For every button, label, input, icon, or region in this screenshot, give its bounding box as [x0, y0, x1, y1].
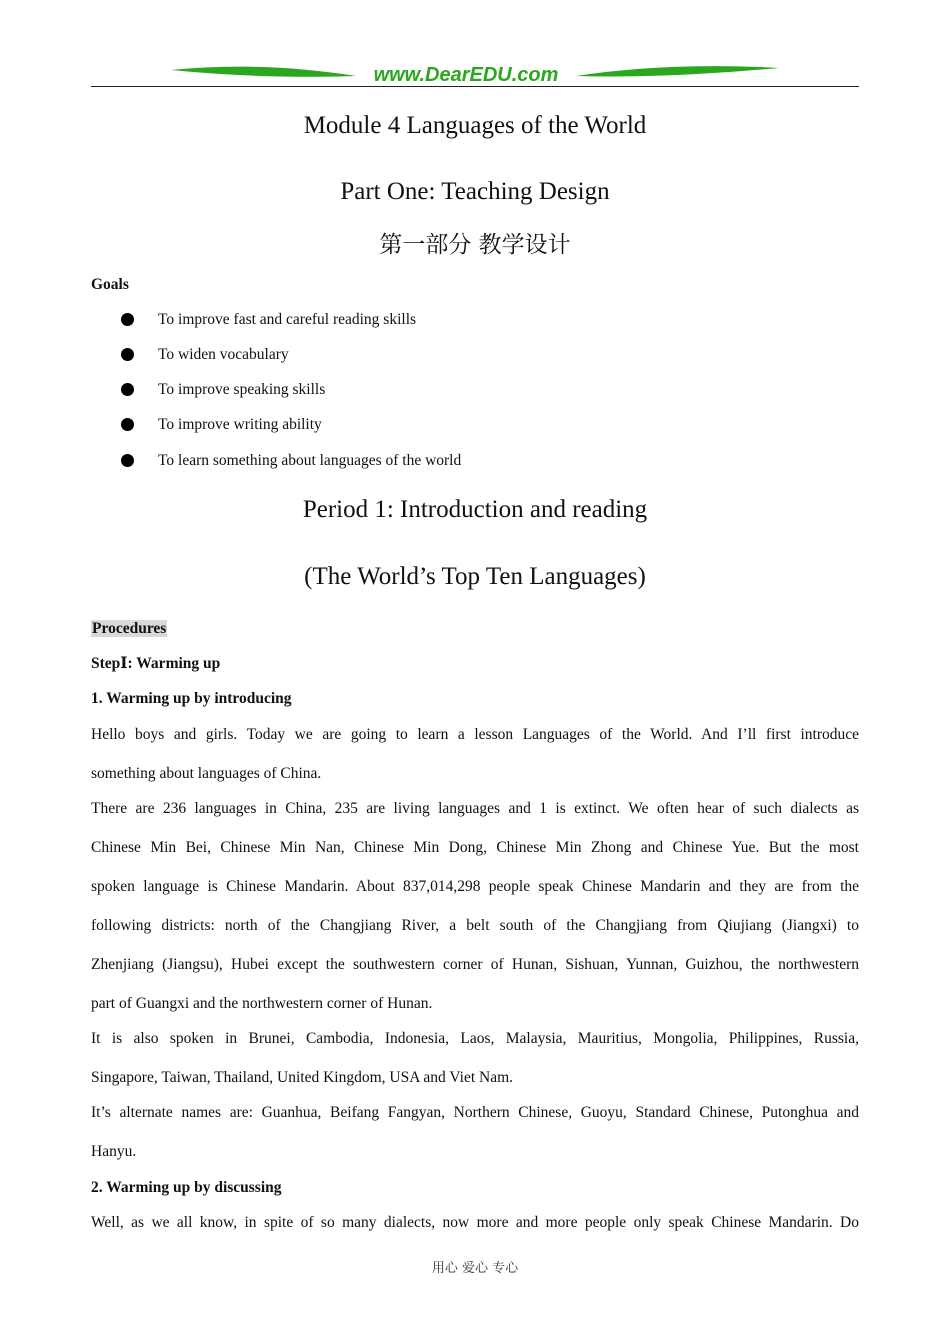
module-title: Module 4 Languages of the World — [303, 112, 647, 139]
goal-text: To improve speaking skills — [158, 381, 326, 398]
paragraph-countries — [91, 1028, 859, 1089]
text-line: spoken language is Chinese Mandarin. About 837,014,298 people speak Chinese Mandarin and they are from the — [91, 878, 859, 895]
goal-text: To widen vocabulary — [158, 346, 289, 363]
goal-text: To learn something about languages of the world — [158, 452, 462, 469]
bullet-icon — [121, 348, 134, 361]
part-title: Part One: Teaching Design — [340, 178, 610, 205]
period-title: Period 1: Introduction and reading — [302, 496, 648, 523]
goal-item — [121, 414, 821, 436]
text-line: It’s alternate names are: Guanhua, Beifang Fangyan, Northern Chinese, Guoyu, Standard Chinese, Putonghua and — [91, 1104, 859, 1121]
goal-item — [121, 309, 821, 331]
goal-text: To improve writing ability — [158, 416, 322, 433]
part-title-chinese: 第一部分 教学设计 — [379, 232, 571, 258]
text-line: It is also spoken in Brunei, Cambodia, Indonesia, Laos, Malaysia, Mauritius, Mongolia, Philippines, Russia, — [91, 1030, 859, 1047]
text-line: part of Guangxi and the northwestern corner of Hunan. — [91, 995, 433, 1012]
page-footer: 用心 爱心 专心 — [431, 1261, 519, 1276]
text-line: something about languages of China. — [91, 765, 322, 782]
text-line: Chinese Min Bei, Chinese Min Nan, Chinese Min Dong, Chinese Min Zhong and Chinese Yue. But the most — [91, 839, 859, 856]
goal-item — [121, 379, 821, 401]
procedures-heading — [91, 619, 167, 639]
text-line: There are 236 languages in China, 235 are living languages and 1 is extinct. We often hear of such dialects as — [91, 800, 859, 817]
header-banner — [91, 60, 859, 90]
header-rule — [91, 86, 859, 87]
period-subtitle: (The World’s Top Ten Languages) — [304, 563, 646, 590]
text-line: following districts: north of the Changjiang River, a belt south of the Changjiang from Qiujiang (Jiangxi) to — [91, 917, 859, 934]
goal-item — [121, 344, 821, 366]
text-line: Well, as we all know, in spite of so many dialects, now more and more people only speak Chinese Mandarin. Do — [91, 1214, 859, 1231]
paragraph-discussing — [91, 1212, 859, 1234]
goal-item — [121, 450, 821, 472]
subheading-introducing: 1. Warming up by introducing — [91, 690, 292, 707]
text-line: Hello boys and girls. Today we are going to learn a lesson Languages of the World. And I’ll first introduce — [91, 726, 859, 743]
procedures-label: Procedures — [92, 620, 167, 637]
paragraph-mandarin — [91, 798, 859, 1015]
paragraph-alternate-names — [91, 1102, 859, 1163]
text-line: Zhenjiang (Jiangsu), Hubei except the southwestern corner of Hunan, Sishuan, Yunnan, Guizhou, the northwestern — [91, 956, 859, 973]
bullet-icon — [121, 418, 134, 431]
paragraph-intro — [91, 724, 859, 785]
bullet-icon — [121, 313, 134, 326]
text-line: Singapore, Taiwan, Thailand, United Kingdom, USA and Viet Nam. — [91, 1069, 514, 1086]
subheading-discussing: 2. Warming up by discussing — [91, 1179, 282, 1196]
dearedu-logo — [171, 60, 781, 86]
goals-heading: Goals — [91, 276, 129, 293]
goal-text: To improve fast and careful reading skills — [158, 311, 417, 328]
step-heading: StepⅠ: Warming up — [91, 655, 221, 672]
bullet-icon — [121, 454, 134, 467]
text-line: Hanyu. — [91, 1143, 137, 1160]
bullet-icon — [121, 383, 134, 396]
logo-text: www.DearEDU.com — [373, 64, 559, 86]
